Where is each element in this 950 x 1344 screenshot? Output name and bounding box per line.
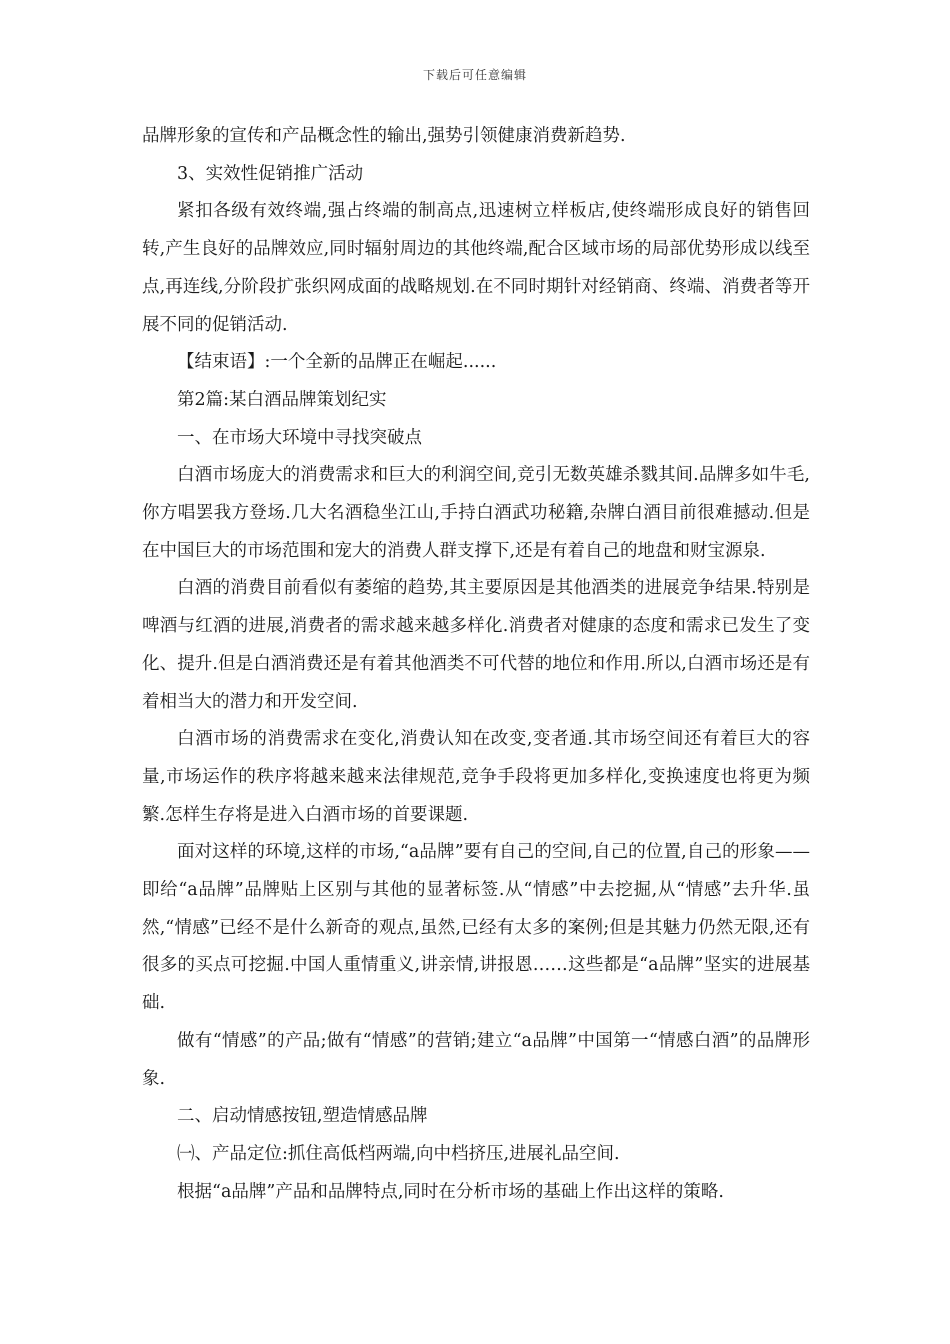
page-header-note: 下载后可任意编辑 bbox=[422, 68, 527, 82]
paragraph: 品牌形象的宣传和产品概念性的输出,强势引领健康消费新趋势. bbox=[142, 126, 626, 146]
paragraph: 紧扣各级有效终端,强占终端的制高点,迅速树立样板店,使终端形成良好的销售回转,产生良好的品牌效应,同时辐射周边的其他终端,配合区域市场的局部优势形成以线至点,再连线,分阶段扩张织网成面的战略规划.在不同时期针对经销商、终端、消费者等开展不同的促销活动. bbox=[142, 201, 810, 335]
paragraph: 做有“情感”的产品;做有“情感”的营销;建立“a品牌”中国第一“情感白酒”的品牌形象. bbox=[142, 1030, 810, 1089]
subsection-heading: ㈠、产品定位:抓住高低档两端,向中档挤压,进展礼品空间. bbox=[177, 1143, 620, 1164]
section-heading: 一、在市场大环境中寻找突破点 bbox=[177, 427, 422, 448]
paragraph: 根据“a品牌”产品和品牌特点,同时在分析市场的基础上作出这样的策略. bbox=[177, 1181, 724, 1202]
paragraph: 白酒的消费目前看似有萎缩的趋势,其主要原因是其他酒类的进展竞争结果.特别是啤酒与红酒的进展,消费者的需求越来越多样化.消费者对健康的态度和需求已发生了变化、提升.但是白酒消费还是有着其他酒类不可代替的地位和作用.所以,白酒市场还是有着相当大的潜力和开发空间. bbox=[142, 578, 810, 712]
section-heading: 3、实效性促销推广活动 bbox=[177, 163, 364, 184]
section-heading: 二、启动情感按钮,塑造情感品牌 bbox=[177, 1106, 428, 1127]
chapter-title: 第2篇:某白酒品牌策划纪实 bbox=[177, 389, 387, 410]
document-body bbox=[142, 118, 810, 1211]
paragraph: 白酒市场庞大的消费需求和巨大的利润空间,竞引无数英雄杀戮其间.品牌多如牛毛,你方唱罢我方登场.几大名酒稳坐江山,手持白酒武功秘籍,杂牌白酒目前很难撼动.但是在中国巨大的市场范围和宠大的消费人群支撑下,还是有着自己的地盘和财宝源泉. bbox=[142, 465, 810, 561]
paragraph: 面对这样的环境,这样的市场,“a品牌”要有自己的空间,自己的位置,自己的形象——即给“a品牌”品牌贴上区别与其他的显著标签.从“情感”中去挖掘,从“情感”去升华.虽然,“情感”已经不是什么新奇的观点,虽然,已经有太多的案例;但是其魅力仍然无限,还有很多的买点可挖掘.中国人重情重义,讲亲情,讲报恩……这些都是“a品牌”坚实的进展基础. bbox=[142, 842, 810, 1014]
paragraph: 白酒市场的消费需求在变化,消费认知在改变,变者通.其市场空间还有着巨大的容量,市场运作的秩序将越来越来法律规范,竞争手段将更加多样化,变换速度也将更为频繁.怎样生存将是进入白酒市场的首要课题. bbox=[142, 729, 810, 825]
closing-remark: 【结束语】:一个全新的品牌正在崛起...... bbox=[177, 352, 497, 373]
